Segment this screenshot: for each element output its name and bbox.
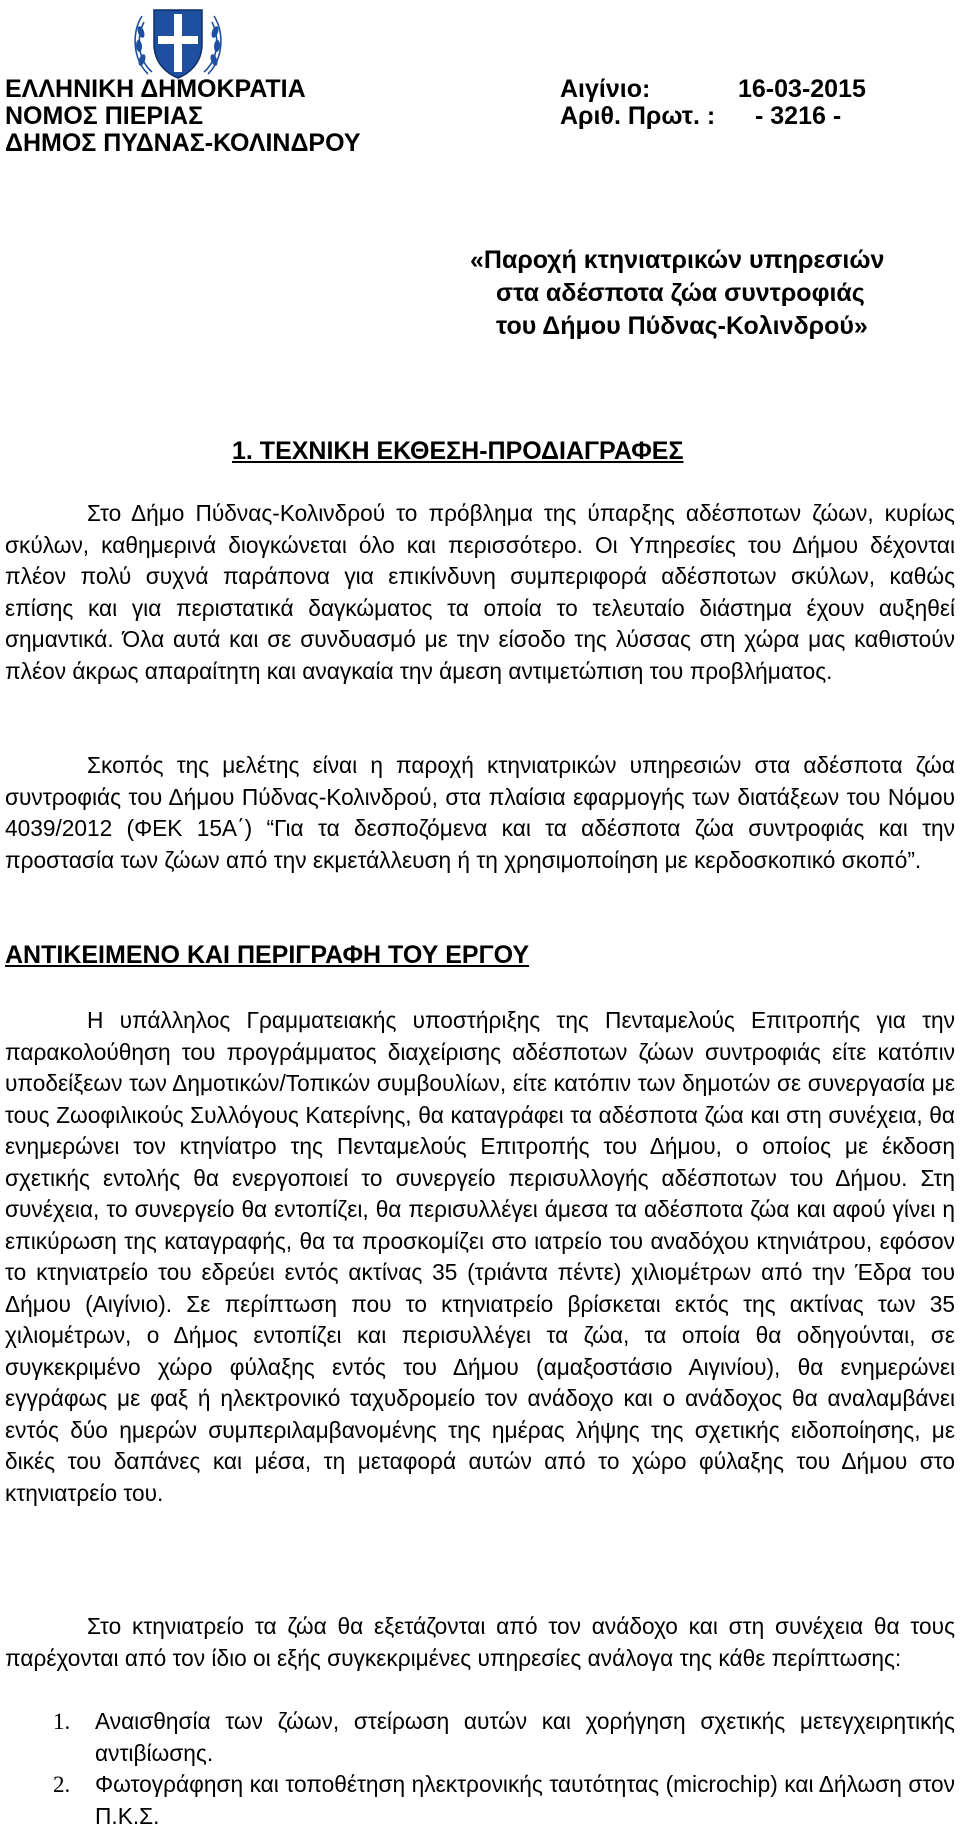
list-item-text: Φωτογράφηση και τοποθέτηση ηλεκτρονικής ταυτότητας (microchip) και Δήλωση στον Π.Κ.Σ. — [95, 1771, 955, 1829]
paragraph-services-intro — [5, 1611, 955, 1674]
document-subject — [470, 244, 930, 343]
paragraph-services-intro-text: Στο κτηνιατρείο τα ζώα θα εξετάζονται από τον ανάδοχο και στη συνέχεια θα τους παρέχονται από τον ίδιο οι εξής συγκεκριμένες υπηρεσίες ανάλογα της κάθε περίπτωσης: — [5, 1613, 955, 1671]
paragraph-problem-description — [5, 498, 955, 687]
header-prefecture: ΝΟΜΟΣ ΠΙΕΡΙΑΣ — [5, 102, 204, 130]
list-item — [5, 1769, 955, 1832]
document-date: 16-03-2015 — [738, 75, 866, 103]
paragraph-study-purpose-text: Σκοπός της μελέτης είναι η παροχή κτηνιατρικών υπηρεσιών στα αδέσποτα ζώα συντροφιάς του Δήμου Πύδνας-Κολινδρού, στα πλαίσια εφαρμογής των διατάξεων του Νόμου 4039/2012 (ΦΕΚ 15Α΄) “Για τα δεσποζόμενα και τα αδέσποτα ζώα συντροφιάς και την προστασία των ζώων από την εκμετάλλευση ή τη χρησιμοποίηση με κερδοσκοπικό σκοπό”. — [5, 752, 955, 873]
subject-line-1: «Παροχή κτηνιατρικών υπηρεσιών — [470, 246, 885, 274]
header-country: ΕΛΛΗΝΙΚΗ ΔΗΜΟΚΡΑΤΙΑ — [5, 75, 306, 103]
subject-line-3: του Δήμου Πύδνας-Κολινδρού» — [496, 312, 868, 340]
protocol-number: - 3216 - — [755, 102, 842, 130]
list-item-text: Αναισθησία των ζώων, στείρωση αυτών και χορήγηση σχετικής μετεγχειρητικής αντιβίωσης. — [95, 1708, 955, 1766]
section-title-project-subject: ΑΝΤΙΚΕΙΜΕΝΟ ΚΑΙ ΠΕΡΙΓΡΑΦΗ ΤΟΥ ΕΡΓΟΥ — [5, 941, 530, 969]
paragraph-problem-description-text: Στο Δήμο Πύδνας-Κολινδρού το πρόβλημα της ύπαρξης αδέσποτων ζώων, κυρίως σκύλων, καθημερινά διογκώνεται όλο και περισσότερο. Οι Υπηρεσίες του Δήμου δέχονται πλέον πολύ συχνά παράπονα για επικίνδυνη συμπεριφορά αδέσποτων σκύλων, καθώς επίσης και για περιστατικά δαγκώματος τα οποία το τελευταίο διάστημα έχουν αυξηθεί σημαντικά. Όλα αυτά και σε συνδυασμό με την είσοδο της λύσσας στη χώρα μας καθιστούν πλέον άκρως απαραίτητη και αναγκαία την άμεση αντιμετώπιση του προβλήματος. — [5, 500, 955, 684]
list-item-number: 1. — [53, 1709, 71, 1734]
header-municipality: ΔΗΜΟΣ ΠΥΔΝΑΣ-ΚΟΛΙΝΔΡΟΥ — [5, 129, 361, 157]
paragraph-study-purpose — [5, 750, 955, 876]
protocol-label: Αριθ. Πρωτ. : — [560, 102, 716, 130]
paragraph-procedure — [5, 1005, 955, 1509]
list-item-number: 2. — [53, 1772, 71, 1797]
place-label: Αιγίνιο: — [560, 75, 651, 103]
services-list — [5, 1706, 955, 1832]
paragraph-procedure-text: Η υπάλληλος Γραμματειακής υποστήριξης της Πενταμελούς Επιτροπής για την παρακολούθηση του προγράμματος διαχείρισης αδέσποτων ζώων συντροφιάς είτε κατόπιν υποδείξεων των Δημοτικών/Τοπικών συμβουλίων, είτε κατόπιν των δημοτών σε συνεργασία με τους Ζωοφιλικούς Συλλόγους Κατερίνης, θα καταγράφει τα αδέσποτα ζώα και στη συνέχεια, θα ενημερώνει τον κτηνίατρο της Πενταμελούς Επιτροπής του Δήμου, ο οποίος με έκδοση σχετικής εντολής θα ενεργοποιεί το συνεργείο περισυλλογής αδέσποτων του Δήμου. Στη συνέχεια, το συνεργείο θα εντοπίζει, θα περισυλλέγει άμεσα τα αδέσποτα ζώα και αφού γίνει η επικύρωση της καταγραφής, θα τα προσκομίζει στο ιατρείο του αναδόχου κτηνιάτρου, εφόσον το κτηνιατρείο του εδρεύει εντός ακτίνας 35 (τριάντα πέντε) χιλιομέτρων από την Έδρα του Δήμου (Αιγίνιο). Σε περίπτωση που το κτηνιατρείο βρίσκεται εκτός της ακτίνας των 35 χιλιομέτρων, ο Δήμος εντοπίζει και περισυλλέγει τα ζώα, τα οποία θα οδηγούνται, σε συγκεκριμένο χώρο φύλαξης εντός του Δήμου (αμαξοστάσιο Αιγινίου), θα ενημερώνει εγγράφως με φαξ ή ηλεκτρονικό ταχυδρομείο τον ανάδοχο και ο ανάδοχος θα αναλαμβάνει εντός δύο ημερών συμπεριλαμβανομένης της ημέρας λήψης της σχετικής ειδοποίησης, με δικές του δαπάνες και μέσα, τη μεταφορά αυτών από το χώρο φύλαξης του Δήμου στο κτηνιατρείο του. — [5, 1007, 955, 1506]
subject-line-2: στα αδέσποτα ζώα συντροφιάς — [496, 279, 865, 307]
list-item — [5, 1706, 955, 1769]
greek-coat-of-arms-icon — [132, 2, 224, 84]
section-title-technical-report: 1. ΤΕΧΝΙΚΗ ΕΚΘΕΣΗ-ΠΡΟΔΙΑΓΡΑΦΕΣ — [232, 437, 684, 465]
